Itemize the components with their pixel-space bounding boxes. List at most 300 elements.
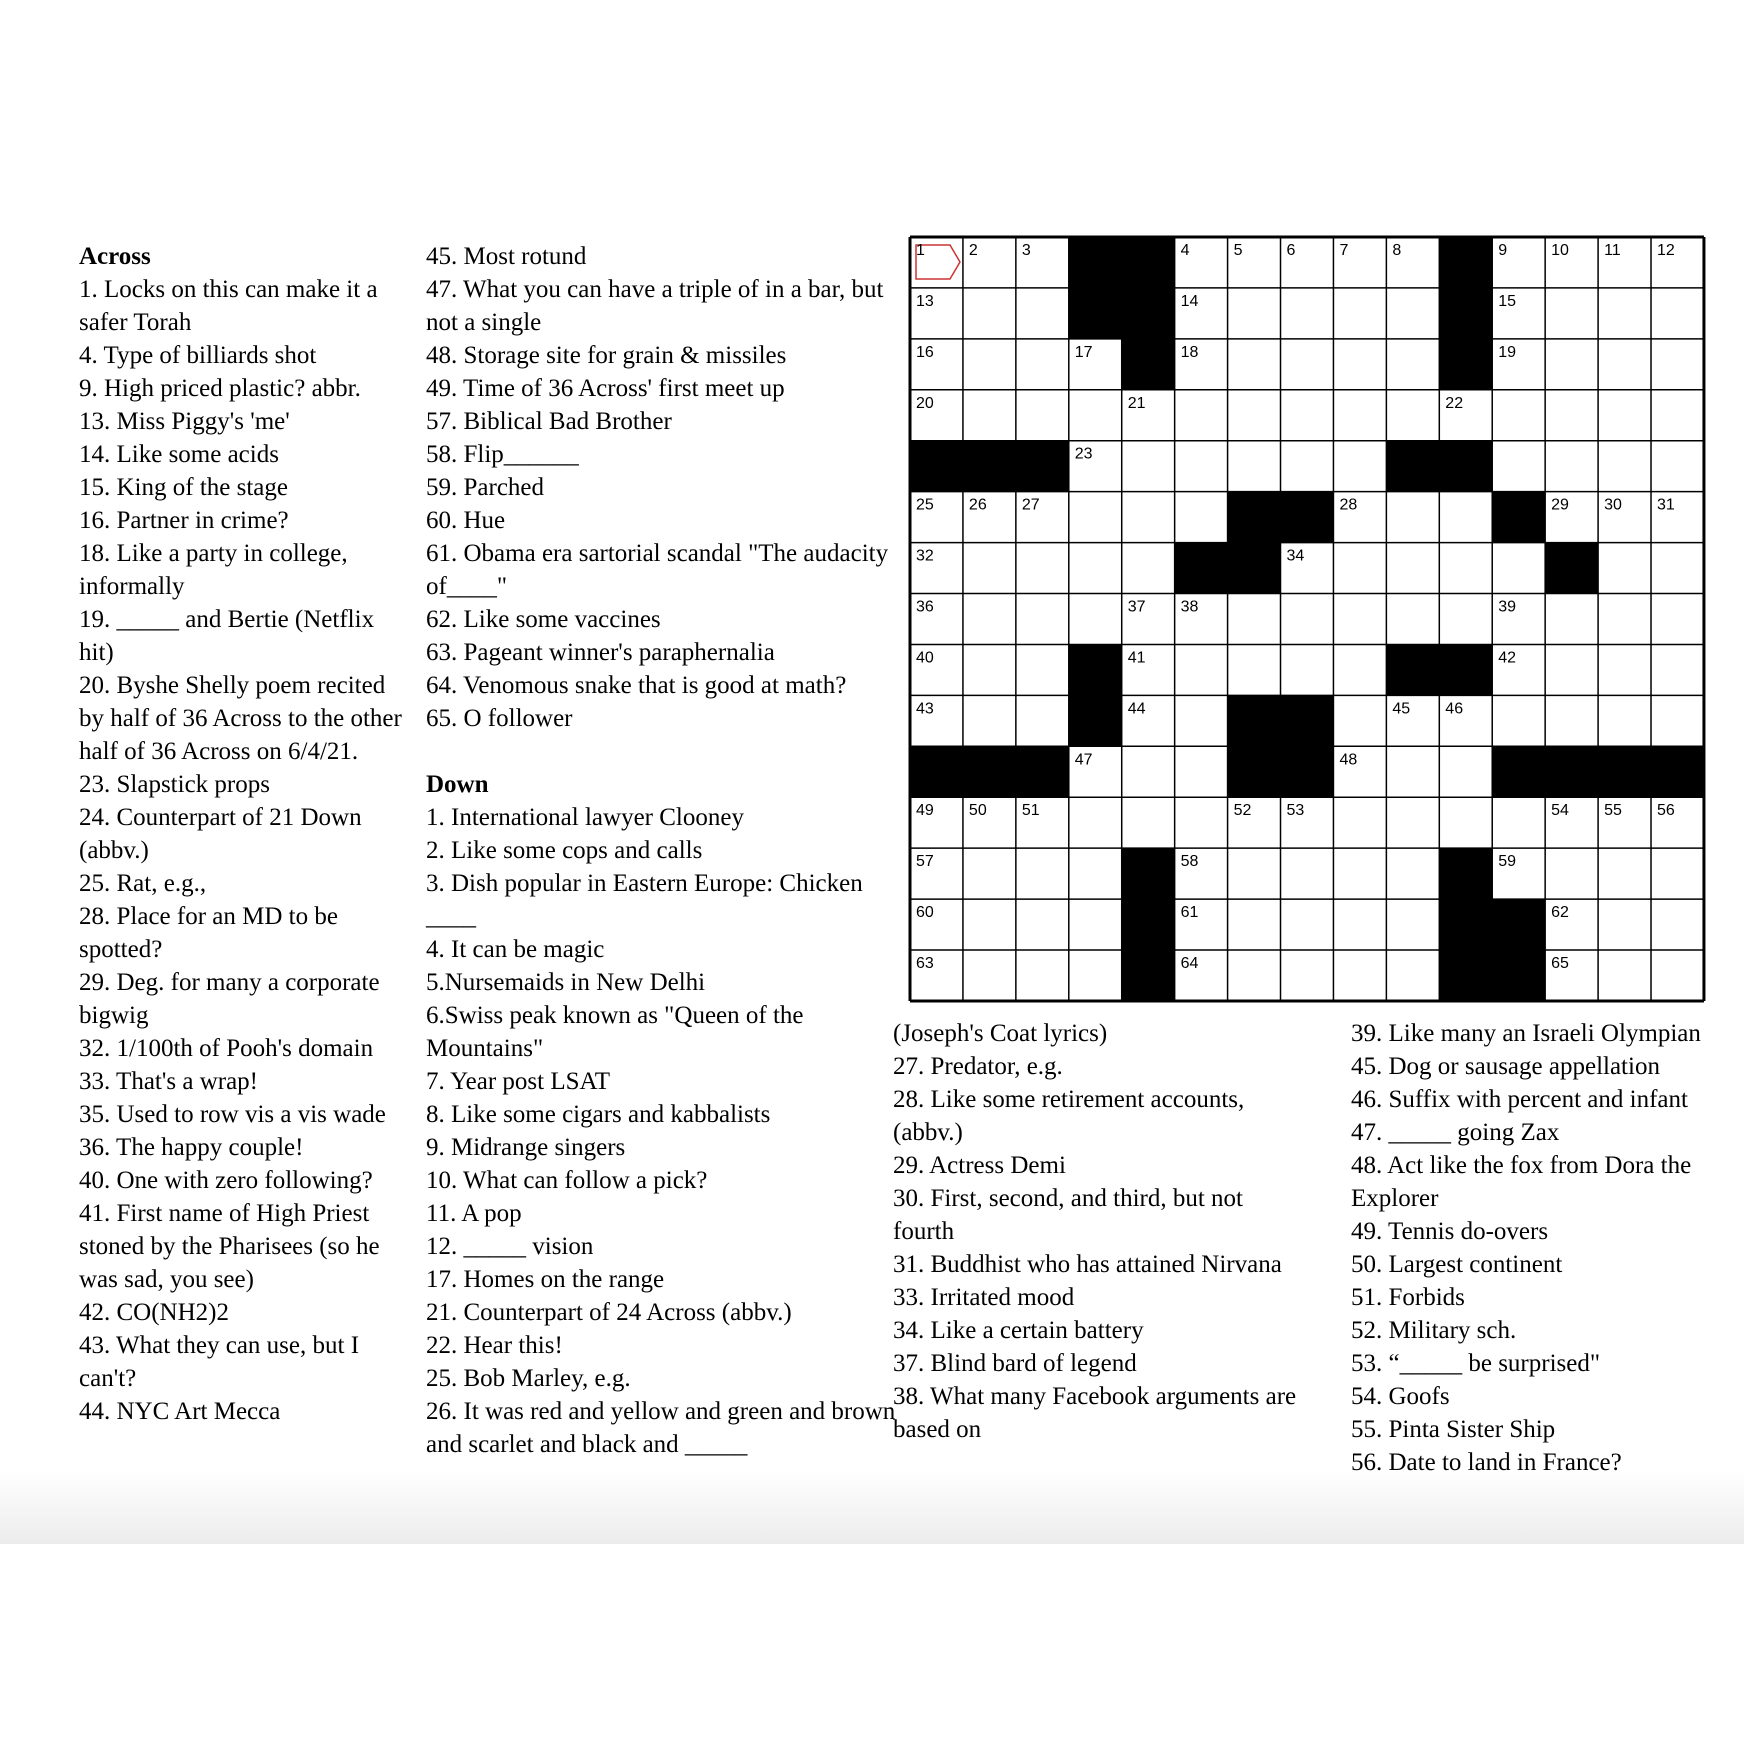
- grid-cell[interactable]: [1651, 594, 1704, 645]
- cell-number: 24: [1392, 445, 1411, 463]
- grid-cell[interactable]: [1333, 644, 1386, 695]
- grid-block: [1175, 543, 1228, 594]
- clue: 45. Dog or sausage appellation: [1351, 1053, 1660, 1080]
- grid-cell[interactable]: [1492, 797, 1545, 848]
- cell-number: 46: [1445, 700, 1464, 718]
- grid-cell[interactable]: [1281, 339, 1334, 390]
- cell-number: 20: [916, 394, 934, 412]
- grid-cell[interactable]: [1016, 950, 1069, 1001]
- cell-number: 4: [1180, 242, 1190, 259]
- grid-cell[interactable]: [963, 390, 1016, 441]
- clue: 47. What you can have a triple of in a bar, but not a single: [426, 276, 884, 336]
- cell-number: 53: [1286, 802, 1305, 820]
- cell-number: 61: [1180, 904, 1199, 922]
- cell-number: 18: [1180, 343, 1199, 361]
- clue: 53. “_____ be surprised": [1351, 1350, 1601, 1377]
- cell-number: 55: [1604, 802, 1622, 820]
- grid-cell[interactable]: [1492, 695, 1545, 746]
- clue: 31. Buddhist who has attained Nirvana: [893, 1251, 1282, 1278]
- cell-number: 60: [916, 904, 934, 922]
- clue: 24. Counterpart of 21 Down (abbv.): [79, 804, 362, 864]
- cell-number: 21: [1127, 394, 1146, 412]
- grid-cell[interactable]: [1122, 746, 1175, 797]
- cell-number: 36: [916, 598, 934, 616]
- grid-block: [963, 746, 1016, 797]
- cell-number: 19: [1498, 343, 1517, 361]
- cell-number: 51: [1021, 802, 1040, 820]
- grid-block: [910, 746, 963, 797]
- clue: 48. Storage site for grain & missiles: [426, 342, 787, 369]
- clue: 35. Used to row vis a vis wade: [79, 1101, 386, 1128]
- clue: 4. It can be magic: [426, 936, 605, 963]
- clue: 34. Like a certain battery: [893, 1317, 1144, 1344]
- cell-number: 41: [1127, 649, 1146, 667]
- grid-cell[interactable]: [1651, 848, 1704, 899]
- grid-cell[interactable]: [1281, 899, 1334, 950]
- grid-cell[interactable]: [1492, 543, 1545, 594]
- grid-cell[interactable]: [1175, 644, 1228, 695]
- grid-cell[interactable]: [1175, 746, 1228, 797]
- grid-block: [1439, 899, 1492, 950]
- cell-number: 40: [916, 649, 934, 667]
- clue: 5.Nursemaids in New Delhi: [426, 969, 706, 996]
- grid-cell[interactable]: [1439, 492, 1492, 543]
- grid-block: [1439, 339, 1492, 390]
- clue: 50. Largest continent: [1351, 1251, 1563, 1278]
- grid-cell[interactable]: [963, 848, 1016, 899]
- cell-number: 16: [916, 343, 934, 361]
- clue: 64. Venomous snake that is good at math?: [426, 672, 847, 699]
- grid-cell[interactable]: [1492, 390, 1545, 441]
- cell-number: 58: [1180, 853, 1199, 871]
- grid-block: [1069, 644, 1122, 695]
- clue: 4. Type of billiards shot: [79, 342, 317, 369]
- clue: 9. Midrange singers: [426, 1134, 626, 1161]
- cell-number: 25: [916, 496, 934, 514]
- grid-cell[interactable]: [1439, 543, 1492, 594]
- clue: 20. Byshe Shelly poem recited by half of 36 Across to the other half of 36 Across on 6/4/21.: [79, 672, 402, 765]
- grid-block: [1122, 339, 1175, 390]
- grid-block: [1492, 746, 1545, 797]
- clue: 54. Goofs: [1351, 1383, 1450, 1410]
- grid-cell[interactable]: [1122, 797, 1175, 848]
- clue: 40. One with zero following?: [79, 1167, 373, 1194]
- grid-cell[interactable]: [1175, 797, 1228, 848]
- grid-cell[interactable]: [1175, 695, 1228, 746]
- grid-cell[interactable]: [1228, 848, 1281, 899]
- grid-cell[interactable]: [1016, 695, 1069, 746]
- grid-block: [1439, 644, 1492, 695]
- cell-number: 62: [1551, 904, 1569, 922]
- grid-cell[interactable]: [1069, 848, 1122, 899]
- grid-block: [1439, 441, 1492, 492]
- cell-number: 43: [916, 700, 934, 718]
- grid-cell[interactable]: [1651, 950, 1704, 1001]
- clue: 63. Pageant winner's paraphernalia: [426, 639, 775, 666]
- cell-number: 64: [1180, 955, 1199, 973]
- clue: 55. Pinta Sister Ship: [1351, 1416, 1556, 1443]
- clue: 17. Homes on the range: [426, 1266, 665, 1293]
- grid-cell[interactable]: [1545, 288, 1598, 339]
- clue: 13. Miss Piggy's 'me': [79, 408, 290, 435]
- clue: 33. That's a wrap!: [79, 1068, 258, 1095]
- grid-block: [1228, 746, 1281, 797]
- grid-block: [1122, 288, 1175, 339]
- grid-cell[interactable]: [1598, 899, 1651, 950]
- grid-cell[interactable]: [1651, 288, 1704, 339]
- clue: 25. Rat, e.g.,: [79, 870, 207, 897]
- clue: 36. The happy couple!: [79, 1134, 304, 1161]
- grid-cell[interactable]: [1016, 543, 1069, 594]
- clue: 39. Like many an Israeli Olympian: [1351, 1020, 1701, 1047]
- clue: 25. Bob Marley, e.g.: [426, 1365, 631, 1392]
- grid-cell[interactable]: [1598, 695, 1651, 746]
- clue: 8. Like some cigars and kabbalists: [426, 1101, 771, 1128]
- grid-cell[interactable]: [963, 899, 1016, 950]
- clue: 2. Like some cops and calls: [426, 837, 703, 864]
- cell-number: 63: [916, 955, 934, 973]
- grid-cell[interactable]: [1069, 543, 1122, 594]
- grid-cell[interactable]: [1651, 339, 1704, 390]
- clue: 1. International lawyer Clooney: [426, 804, 744, 831]
- grid-cell[interactable]: [963, 950, 1016, 1001]
- clue: 22. Hear this!: [426, 1332, 563, 1359]
- grid-cell[interactable]: [1545, 594, 1598, 645]
- grid-cell[interactable]: [1281, 441, 1334, 492]
- cell-number: 1: [916, 242, 925, 259]
- grid-cell[interactable]: [1016, 390, 1069, 441]
- grid-cell[interactable]: [1333, 899, 1386, 950]
- clue: 44. NYC Art Mecca: [79, 1398, 281, 1425]
- clue: 37. Blind bard of legend: [893, 1350, 1137, 1377]
- cell-number: 33: [1233, 547, 1252, 565]
- clue: 59. Parched: [426, 474, 545, 501]
- grid-block: [1598, 746, 1651, 797]
- clue: 33. Irritated mood: [893, 1284, 1075, 1311]
- grid-cell[interactable]: [1598, 288, 1651, 339]
- clue: 21. Counterpart of 24 Across (abbv.): [426, 1299, 792, 1326]
- grid-cell[interactable]: [1333, 390, 1386, 441]
- cell-number: 39: [1498, 598, 1517, 616]
- grid-cell[interactable]: [1175, 390, 1228, 441]
- cell-number: 47: [1074, 751, 1093, 769]
- clue: 9. High priced plastic? abbr.: [79, 375, 361, 402]
- grid-cell[interactable]: [1545, 441, 1598, 492]
- grid-cell[interactable]: [1386, 797, 1439, 848]
- grid-block: [1439, 950, 1492, 1001]
- clue: 10. What can follow a pick?: [426, 1167, 708, 1194]
- grid-block: [1439, 237, 1492, 288]
- grid-block: [1069, 237, 1122, 288]
- clue: 30. First, second, and third, but not fourth: [893, 1185, 1243, 1245]
- clue: 14. Like some acids: [79, 441, 279, 468]
- grid-cell[interactable]: [1228, 950, 1281, 1001]
- cell-number: 26: [968, 496, 987, 514]
- grid-cell[interactable]: [1545, 644, 1598, 695]
- cell-number: 59: [1498, 853, 1517, 871]
- grid-cell[interactable]: [1122, 492, 1175, 543]
- grid-block: [1069, 695, 1122, 746]
- clue: 32. 1/100th of Pooh's domain: [79, 1035, 374, 1062]
- grid-cell[interactable]: [1175, 441, 1228, 492]
- clue: 65. O follower: [426, 705, 573, 732]
- clue: 60. Hue: [426, 507, 506, 534]
- cell-number: 42: [1498, 649, 1517, 667]
- grid-block: [1122, 950, 1175, 1001]
- grid-cell[interactable]: [1333, 594, 1386, 645]
- grid-cell[interactable]: [1492, 441, 1545, 492]
- grid-cell[interactable]: [1228, 441, 1281, 492]
- grid-cell[interactable]: [1386, 594, 1439, 645]
- clue: 49. Time of 36 Across' first meet up: [426, 375, 785, 402]
- cell-number: 52: [1233, 802, 1252, 820]
- grid-cell[interactable]: [1598, 594, 1651, 645]
- grid-cell[interactable]: [1016, 339, 1069, 390]
- grid-cell[interactable]: [1439, 594, 1492, 645]
- grid-cell[interactable]: [1598, 441, 1651, 492]
- clue: 61. Obama era sartorial scandal "The audacity of____": [426, 540, 889, 600]
- cell-number: 29: [1551, 496, 1569, 514]
- clue: 51. Forbids: [1351, 1284, 1465, 1311]
- clue: 29. Actress Demi: [893, 1152, 1066, 1179]
- grid-cell[interactable]: [1651, 695, 1704, 746]
- grid-block: [1492, 950, 1545, 1001]
- clue: 16. Partner in crime?: [79, 507, 289, 534]
- cell-number: 38: [1180, 598, 1199, 616]
- grid-cell[interactable]: [1598, 848, 1651, 899]
- grid-block: [1386, 644, 1439, 695]
- cell-number: 13: [916, 292, 934, 310]
- cell-number: 48: [1339, 751, 1358, 769]
- clue: 19. _____ and Bertie (Netflix hit): [79, 606, 375, 666]
- grid-block: [1122, 899, 1175, 950]
- grid-cell[interactable]: [1069, 899, 1122, 950]
- grid-cell[interactable]: [1122, 543, 1175, 594]
- cell-number: 32: [916, 547, 934, 565]
- grid-cell[interactable]: [1228, 899, 1281, 950]
- grid-cell[interactable]: [1333, 543, 1386, 594]
- grid-block: [1439, 288, 1492, 339]
- grid-block: [1492, 492, 1545, 543]
- grid-cell[interactable]: [1228, 594, 1281, 645]
- grid-block: [963, 441, 1016, 492]
- clue: 45. Most rotund: [426, 243, 587, 270]
- clue: 58. Flip______: [426, 441, 579, 468]
- cell-number: 12: [1657, 242, 1675, 259]
- grid-cell[interactable]: [963, 288, 1016, 339]
- grid-cell[interactable]: [1016, 594, 1069, 645]
- grid-cell[interactable]: [1439, 797, 1492, 848]
- grid-cell[interactable]: [1175, 492, 1228, 543]
- cell-number: 30: [1604, 496, 1622, 514]
- grid-cell[interactable]: [1545, 848, 1598, 899]
- clue: 57. Biblical Bad Brother: [426, 408, 672, 435]
- grid-cell[interactable]: [1651, 899, 1704, 950]
- grid-cell[interactable]: [963, 594, 1016, 645]
- grid-cell[interactable]: [1069, 950, 1122, 1001]
- grid-cell[interactable]: [1333, 288, 1386, 339]
- grid-cell[interactable]: [1439, 746, 1492, 797]
- cell-number: 35: [1551, 547, 1569, 565]
- clue: 41. First name of High Priest stoned by the Pharisees (so he was sad, you see): [79, 1200, 380, 1293]
- grid-cell[interactable]: [1598, 950, 1651, 1001]
- clue: (Joseph's Coat lyrics): [893, 1020, 1108, 1047]
- grid-cell[interactable]: [1069, 390, 1122, 441]
- grid-cell[interactable]: [1281, 288, 1334, 339]
- cell-number: 15: [1498, 292, 1517, 310]
- cell-number: 5: [1233, 242, 1243, 259]
- grid-cell[interactable]: [1545, 390, 1598, 441]
- cell-number: 9: [1498, 242, 1508, 259]
- grid-cell[interactable]: [1016, 848, 1069, 899]
- cell-number: 31: [1657, 496, 1675, 514]
- grid-block: [1069, 288, 1122, 339]
- grid-cell[interactable]: [1333, 695, 1386, 746]
- cell-number: 45: [1392, 700, 1411, 718]
- grid-block: [1545, 746, 1598, 797]
- cell-number: 14: [1180, 292, 1199, 310]
- cell-number: 28: [1339, 496, 1358, 514]
- grid-cell[interactable]: [1016, 288, 1069, 339]
- grid-cell[interactable]: [1122, 441, 1175, 492]
- clue: 1. Locks on this can make it a safer Torah: [79, 276, 378, 336]
- clue: 38. What many Facebook arguments are based on: [893, 1383, 1297, 1443]
- grid-block: [1281, 695, 1334, 746]
- grid-cell[interactable]: [1228, 390, 1281, 441]
- grid-cell[interactable]: [1386, 288, 1439, 339]
- clue: 26. It was red and yellow and green and brown and scarlet and black and _____: [426, 1398, 896, 1458]
- grid-block: [1016, 746, 1069, 797]
- grid-cell[interactable]: [1333, 797, 1386, 848]
- grid-cell[interactable]: [1651, 390, 1704, 441]
- clue: 49. Tennis do-overs: [1351, 1218, 1549, 1245]
- across-heading: Across: [79, 243, 151, 270]
- grid-block: [1122, 237, 1175, 288]
- clue: 15. King of the stage: [79, 474, 288, 501]
- grid-cell[interactable]: [1281, 950, 1334, 1001]
- grid-block: [1492, 899, 1545, 950]
- clue: 29. Deg. for many a corporate bigwig: [79, 969, 380, 1029]
- grid-cell[interactable]: [1651, 441, 1704, 492]
- cell-number: 50: [968, 802, 987, 820]
- grid-block: [1122, 848, 1175, 899]
- grid-cell[interactable]: [1651, 644, 1704, 695]
- grid-cell[interactable]: [1228, 644, 1281, 695]
- grid-cell[interactable]: [1069, 594, 1122, 645]
- clue: 28. Place for an MD to be spotted?: [79, 903, 338, 963]
- grid-cell[interactable]: [1281, 594, 1334, 645]
- grid-block: [1016, 441, 1069, 492]
- grid-cell[interactable]: [1545, 339, 1598, 390]
- cell-number: 27: [1021, 496, 1040, 514]
- clue: 62. Like some vaccines: [426, 606, 661, 633]
- grid-cell[interactable]: [1598, 644, 1651, 695]
- clue: 42. CO(NH2)2: [79, 1299, 229, 1326]
- clue: 56. Date to land in France?: [1351, 1449, 1622, 1476]
- grid-cell[interactable]: [1545, 695, 1598, 746]
- cell-number: 57: [916, 853, 934, 871]
- cell-number: 56: [1657, 802, 1675, 820]
- grid-cell[interactable]: [1333, 339, 1386, 390]
- clue: 11. A pop: [426, 1200, 522, 1227]
- grid-cell[interactable]: [1333, 950, 1386, 1001]
- cell-number: 2: [968, 242, 978, 259]
- grid-cell[interactable]: [1386, 543, 1439, 594]
- grid-cell[interactable]: [1598, 339, 1651, 390]
- clue: 7. Year post LSAT: [426, 1068, 611, 1095]
- cell-number: 34: [1286, 547, 1305, 565]
- grid-cell[interactable]: [1228, 339, 1281, 390]
- grid-cell[interactable]: [1333, 848, 1386, 899]
- grid-cell[interactable]: [963, 695, 1016, 746]
- grid-cell[interactable]: [1598, 543, 1651, 594]
- clue: 28. Like some retirement accounts, (abbv.): [893, 1086, 1245, 1146]
- grid-cell[interactable]: [1386, 950, 1439, 1001]
- cell-number: 3: [1021, 242, 1031, 259]
- grid-block: [1651, 746, 1704, 797]
- grid-block: [1228, 492, 1281, 543]
- grid-cell[interactable]: [1386, 390, 1439, 441]
- clue: 6.Swiss peak known as "Queen of the Mountains": [426, 1002, 804, 1062]
- grid-cell[interactable]: [1651, 543, 1704, 594]
- cell-number: 54: [1551, 802, 1569, 820]
- clue: 43. What they can use, but I can't?: [79, 1332, 360, 1392]
- grid-cell[interactable]: [1386, 746, 1439, 797]
- grid-cell[interactable]: [1281, 390, 1334, 441]
- cell-number: 23: [1074, 445, 1093, 463]
- cell-number: 17: [1074, 343, 1093, 361]
- grid-cell[interactable]: [1281, 848, 1334, 899]
- grid-cell[interactable]: [1386, 339, 1439, 390]
- grid-cell[interactable]: [1016, 644, 1069, 695]
- grid-cell[interactable]: [1598, 390, 1651, 441]
- clue: 52. Military sch.: [1351, 1317, 1517, 1344]
- clue: 23. Slapstick props: [79, 771, 270, 798]
- grid-block: [1439, 848, 1492, 899]
- clue: 18. Like a party in college, informally: [79, 540, 348, 600]
- grid-cell[interactable]: [1069, 492, 1122, 543]
- cell-number: 65: [1551, 955, 1569, 973]
- cell-number: 11: [1604, 242, 1621, 259]
- cell-number: 7: [1339, 242, 1349, 259]
- grid-cell[interactable]: [1281, 644, 1334, 695]
- grid-cell[interactable]: [963, 543, 1016, 594]
- grid-cell[interactable]: [963, 339, 1016, 390]
- grid-block: [1281, 746, 1334, 797]
- grid-cell[interactable]: [963, 644, 1016, 695]
- cell-number: 22: [1445, 394, 1464, 412]
- grid-cell[interactable]: [1069, 797, 1122, 848]
- cell-number: 49: [916, 802, 934, 820]
- clue: 47. _____ going Zax: [1351, 1119, 1560, 1146]
- grid-cell[interactable]: [1386, 848, 1439, 899]
- clue: 27. Predator, e.g.: [893, 1053, 1063, 1080]
- clue: 46. Suffix with percent and infant: [1351, 1086, 1688, 1113]
- cell-number: 37: [1127, 598, 1146, 616]
- grid-cell[interactable]: [1228, 288, 1281, 339]
- cell-number: 44: [1127, 700, 1146, 718]
- clue: 12. _____ vision: [426, 1233, 594, 1260]
- grid-block: [1228, 695, 1281, 746]
- grid-block: [910, 441, 963, 492]
- cell-number: 8: [1392, 242, 1402, 259]
- grid-cell[interactable]: [1386, 492, 1439, 543]
- grid-cell[interactable]: [1386, 899, 1439, 950]
- cell-number: 6: [1286, 242, 1296, 259]
- grid-cell[interactable]: [1333, 441, 1386, 492]
- clue: 3. Dish popular in Eastern Europe: Chicken ____: [426, 870, 863, 930]
- grid-cell[interactable]: [1016, 899, 1069, 950]
